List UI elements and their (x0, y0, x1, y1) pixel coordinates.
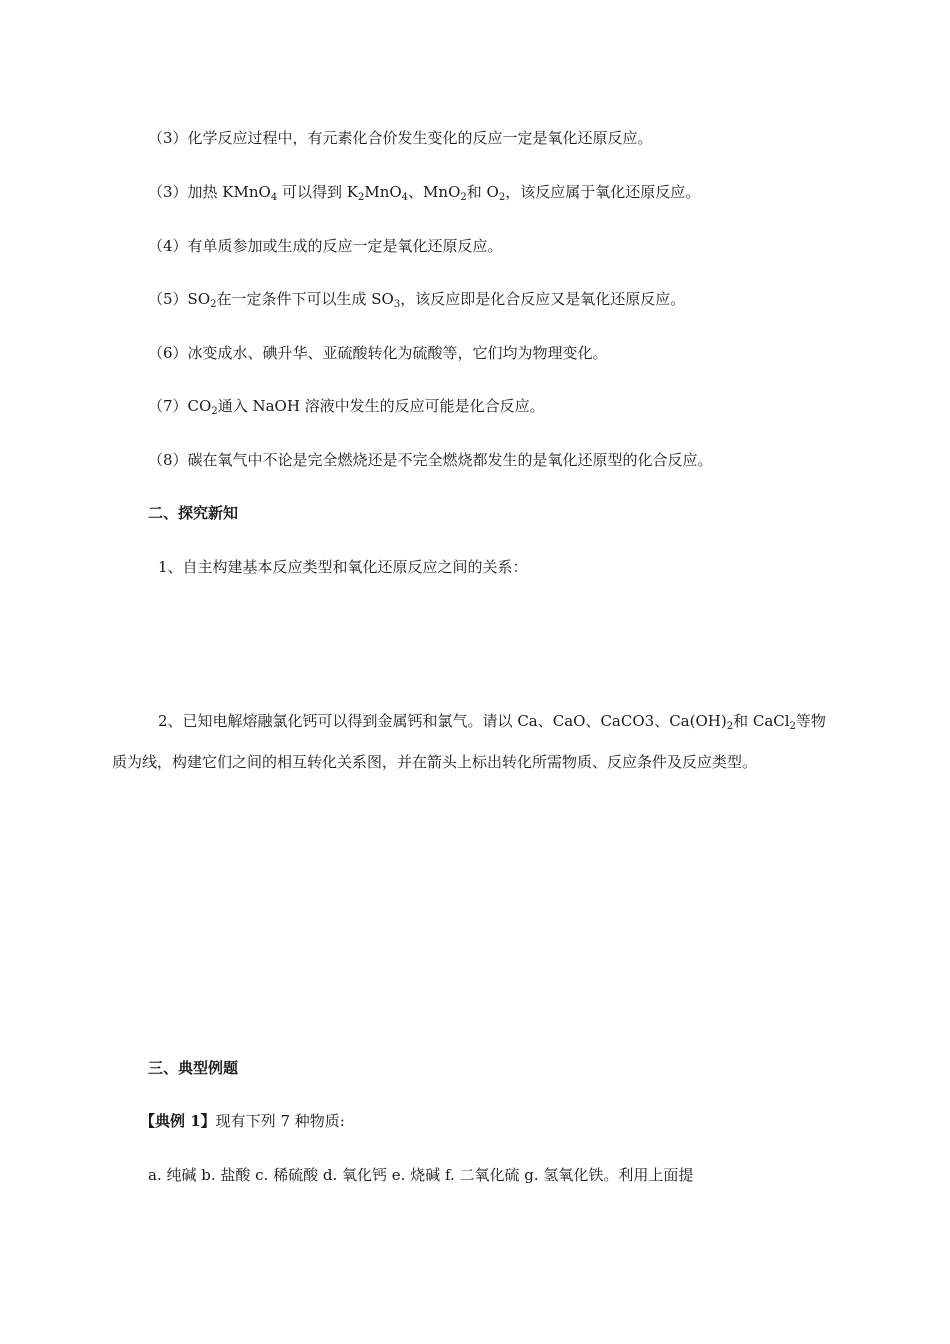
statement-5: $(5)SO_2$在一定条件下可以生成 $SO_3$，该反应即是化合反应又是氧化还原反应。 (148, 290, 686, 310)
example-1 (140, 1111, 345, 1131)
question-2-line-2: 质为线，构建它们之间的相互转化关系图，并在箭头上标出转化所需物质、反应条件及反应类型。 (112, 753, 758, 771)
example-label: 【典例 1】 (140, 1112, 216, 1130)
statement-3a: （3）化学反应过程中，有元素化合价发生变化的反应一定是氧化还原反应。 (148, 129, 653, 147)
question-1: 1、自主构建基本反应类型和氧化还原反应之间的关系： (158, 558, 528, 576)
statement-8: （8）碳在氧气中不论是完全燃烧还是不完全燃烧都发生的是氧化还原型的化合反应。 (148, 451, 713, 469)
statement-7: $(7)CO_2$通入 NaOH 溶液中发生的反应可能是化合反应。 (148, 397, 545, 417)
section-heading-explore: 二、探究新知 (148, 504, 239, 522)
example-text: 现有下列 7 种物质: (215, 1112, 345, 1130)
section-heading-examples: 三、典型例题 (148, 1059, 239, 1077)
example-1-options: a. 纯碱 b. 盐酸 c. 稀硫酸 d. 氧化钙 e. 烧碱 f. 二氧化硫 g. 氢氧化铁。利用上面提 (148, 1166, 694, 1184)
statement-4: （4）有单质参加或生成的反应一定是氧化还原反应。 (148, 237, 503, 255)
statement-6: （6）冰变成水、碘升华、亚硫酸转化为硫酸等，它们均为物理变化。 (148, 344, 608, 362)
question-2-line-1: 2、已知电解熔融氯化钙可以得到金属钙和氯气。请以 Ca、CaO、CaCO3、$Ca(OH)_2$和 CaCl$_2$等物 (158, 712, 826, 732)
statement-3b: （3）加热 KMnO$_4$ 可以得到 $K_2MnO_4$、MnO$_2$和 $O_2$，该反应属于氧化还原反应。 (148, 183, 701, 203)
